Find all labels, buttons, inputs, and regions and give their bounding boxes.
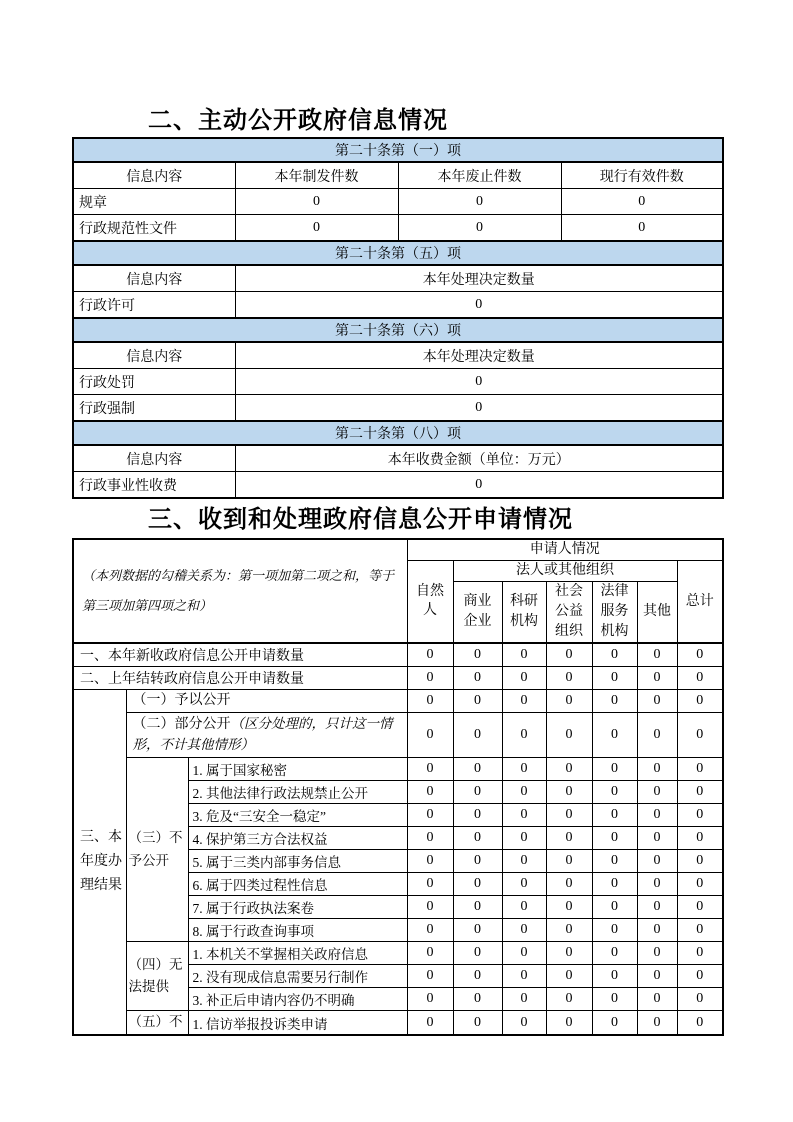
table-row: [73, 318, 723, 342]
cell-value: 0: [502, 988, 546, 1011]
cell-value: 0: [677, 850, 723, 873]
cell-value: 0: [502, 689, 546, 712]
row-label: 6. 属于四类过程性信息: [188, 873, 407, 896]
cell-value: 0: [677, 896, 723, 919]
cell-value: 0: [453, 942, 502, 965]
cell-value: 0: [235, 292, 723, 319]
cell-value: 0: [637, 1011, 677, 1035]
cell-value: 0: [453, 666, 502, 689]
row-label: [126, 712, 407, 758]
cell-value: 0: [546, 1011, 592, 1035]
row-label: 7. 属于行政执法案卷: [188, 896, 407, 919]
cell-value: 0: [637, 712, 677, 758]
table-row: [73, 138, 723, 162]
cell-value: 0: [407, 643, 453, 666]
column-header: 本年废止件数: [398, 162, 561, 189]
org-type-header: 科研机构: [502, 581, 546, 643]
cell-value: 0: [637, 781, 677, 804]
cell-value: 0: [592, 965, 637, 988]
cell-value: 0: [407, 804, 453, 827]
cell-value: 0: [637, 666, 677, 689]
subgroup-label: （四）无法提供: [126, 942, 188, 1011]
cell-value: 0: [407, 781, 453, 804]
table-row: [73, 472, 723, 499]
applicant-header: 申请人情况: [407, 539, 723, 560]
row-label: 3. 危及“三安全一稳定”: [188, 804, 407, 827]
cell-value: 0: [677, 873, 723, 896]
cell-value: 0: [546, 827, 592, 850]
cell-value: 0: [407, 850, 453, 873]
cell-value: 0: [677, 781, 723, 804]
cell-value: 0: [407, 988, 453, 1011]
cell-value: 0: [546, 965, 592, 988]
cell-value: 0: [502, 827, 546, 850]
column-header: 本年制发件数: [235, 162, 398, 189]
group-label: 三、本年度办理结果: [73, 689, 126, 1035]
cell-value: 0: [546, 643, 592, 666]
column-header: 现行有效件数: [561, 162, 723, 189]
natural-person-header: 自然人: [407, 560, 453, 643]
cell-value: 0: [546, 919, 592, 942]
cell-value: 0: [235, 369, 723, 395]
column-header: 本年收费金额（单位：万元）: [235, 445, 723, 472]
cell-value: 0: [592, 896, 637, 919]
cell-value: 0: [592, 689, 637, 712]
table-row: [73, 942, 723, 965]
cell-value: 0: [592, 643, 637, 666]
column-header: 信息内容: [73, 265, 235, 292]
table-row: [73, 369, 723, 395]
cell-value: 0: [502, 942, 546, 965]
cell-value: 0: [637, 643, 677, 666]
subgroup-label: （三）不予公开: [126, 758, 188, 942]
cell-value: 0: [502, 804, 546, 827]
column-header: 信息内容: [73, 342, 235, 369]
row-label: 1. 信访举报投诉类申请: [188, 1011, 407, 1035]
column-header: 本年处理决定数量: [235, 342, 723, 369]
cell-value: 0: [677, 758, 723, 781]
cell-value: 0: [398, 215, 561, 242]
table-row: [73, 342, 723, 369]
cell-value: 0: [453, 850, 502, 873]
cell-value: 0: [677, 712, 723, 758]
cell-value: 0: [637, 896, 677, 919]
cell-value: 0: [502, 758, 546, 781]
cell-value: 0: [502, 643, 546, 666]
cell-value: 0: [592, 1011, 637, 1035]
row-label: 行政规范性文件: [73, 215, 235, 242]
cell-value: 0: [407, 965, 453, 988]
table-row: [73, 395, 723, 422]
row-label: 行政事业性收费: [73, 472, 235, 499]
cell-value: 0: [561, 189, 723, 215]
cell-value: 0: [453, 988, 502, 1011]
cell-value: 0: [235, 189, 398, 215]
table-row: [73, 292, 723, 319]
cell-value: 0: [546, 712, 592, 758]
cell-value: 0: [677, 666, 723, 689]
cell-value: 0: [407, 1011, 453, 1035]
cell-value: 0: [502, 896, 546, 919]
cell-value: 0: [407, 666, 453, 689]
cell-value: 0: [592, 804, 637, 827]
cell-value: 0: [453, 804, 502, 827]
cell-value: 0: [502, 850, 546, 873]
table-row: [73, 162, 723, 189]
cell-value: 0: [546, 758, 592, 781]
row-label: [126, 689, 407, 712]
cell-value: 0: [502, 781, 546, 804]
cell-value: 0: [546, 873, 592, 896]
row-label-text: （一）予以公开: [132, 692, 231, 708]
table-row: [73, 241, 723, 265]
cell-value: 0: [453, 643, 502, 666]
cell-value: 0: [546, 988, 592, 1011]
cell-value: 0: [592, 827, 637, 850]
row-label: 2. 其他法律行政法规禁止公开: [188, 781, 407, 804]
legal-org-header: 法人或其他组织: [453, 560, 677, 581]
table-row: [73, 1011, 723, 1035]
cell-value: 0: [677, 988, 723, 1011]
table-row: [73, 712, 723, 758]
cell-value: 0: [453, 965, 502, 988]
cell-value: 0: [592, 781, 637, 804]
cell-value: 0: [407, 689, 453, 712]
cell-value: 0: [235, 472, 723, 499]
cell-value: 0: [502, 1011, 546, 1035]
table-row: [73, 758, 723, 781]
cell-value: 0: [407, 873, 453, 896]
table-row: [73, 643, 723, 666]
section-band: 第二十条第（五）项: [73, 241, 723, 265]
cell-value: 0: [502, 965, 546, 988]
cell-value: 0: [677, 942, 723, 965]
cell-value: 0: [407, 896, 453, 919]
column-header: 信息内容: [73, 162, 235, 189]
cell-value: 0: [453, 781, 502, 804]
cell-value: 0: [677, 643, 723, 666]
cell-value: 0: [637, 850, 677, 873]
cell-value: 0: [637, 689, 677, 712]
cell-value: 0: [453, 896, 502, 919]
cell-value: 0: [677, 919, 723, 942]
cell-value: 0: [502, 666, 546, 689]
cell-value: 0: [546, 804, 592, 827]
cell-value: 0: [546, 942, 592, 965]
cell-value: 0: [677, 1011, 723, 1035]
table-row: [73, 666, 723, 689]
cell-value: 0: [592, 988, 637, 1011]
cell-value: 0: [637, 873, 677, 896]
row-label: 1. 本机关不掌握相关政府信息: [188, 942, 407, 965]
row-label: 8. 属于行政查询事项: [188, 919, 407, 942]
total-header: 总计: [677, 560, 723, 643]
cell-value: 0: [546, 666, 592, 689]
org-type-header: 法律服务机构: [592, 581, 637, 643]
cell-value: 0: [407, 919, 453, 942]
cell-value: 0: [561, 215, 723, 242]
column-header: 本年处理决定数量: [235, 265, 723, 292]
cell-value: 0: [502, 712, 546, 758]
section-band: 第二十条第（一）项: [73, 138, 723, 162]
subgroup-label: （五）不: [126, 1011, 188, 1035]
cell-value: 0: [453, 827, 502, 850]
table-row: [73, 421, 723, 445]
cell-value: 0: [407, 758, 453, 781]
cell-value: 0: [235, 215, 398, 242]
section3-title: 三、收到和处理政府信息公开申请情况: [148, 506, 573, 533]
cell-value: 0: [637, 942, 677, 965]
cell-value: 0: [592, 712, 637, 758]
cell-value: 0: [502, 873, 546, 896]
cell-value: 0: [453, 873, 502, 896]
cell-value: 0: [677, 689, 723, 712]
cell-value: 0: [592, 850, 637, 873]
table-row: [73, 189, 723, 215]
cell-value: 0: [592, 919, 637, 942]
reconciliation-note: （本列数据的勾稽关系为：第一项加第二项之和，等于第三项加第四项之和）: [73, 539, 407, 643]
column-header: 信息内容: [73, 445, 235, 472]
cell-value: 0: [637, 827, 677, 850]
cell-value: 0: [677, 804, 723, 827]
table-row: [73, 445, 723, 472]
cell-value: 0: [407, 827, 453, 850]
cell-value: 0: [453, 712, 502, 758]
proactive-disclosure-table: [72, 137, 724, 499]
cell-value: 0: [637, 919, 677, 942]
org-type-header: 商业企业: [453, 581, 502, 643]
cell-value: 0: [235, 395, 723, 422]
cell-value: 0: [502, 919, 546, 942]
cell-value: 0: [592, 758, 637, 781]
org-type-header: 其他: [637, 581, 677, 643]
cell-value: 0: [453, 1011, 502, 1035]
cell-value: 0: [637, 804, 677, 827]
cell-value: 0: [546, 896, 592, 919]
applications-table: [72, 538, 724, 1036]
cell-value: 0: [546, 781, 592, 804]
table-row: [73, 215, 723, 242]
cell-value: 0: [546, 850, 592, 873]
table-row: [73, 265, 723, 292]
org-type-header: 社会公益组织: [546, 581, 592, 643]
cell-value: 0: [637, 965, 677, 988]
row-label: 2. 没有现成信息需要另行制作: [188, 965, 407, 988]
table-row: [73, 539, 723, 560]
row-label: 二、上年结转政府信息公开申请数量: [73, 666, 407, 689]
cell-value: 0: [637, 758, 677, 781]
cell-value: 0: [592, 666, 637, 689]
cell-value: 0: [592, 942, 637, 965]
cell-value: 0: [677, 827, 723, 850]
section-band: 第二十条第（八）项: [73, 421, 723, 445]
cell-value: 0: [677, 965, 723, 988]
table-row: [73, 689, 723, 712]
cell-value: 0: [453, 919, 502, 942]
row-label: 1. 属于国家秘密: [188, 758, 407, 781]
row-label-note: （区分处理的，只计这一情形，不计其他情形）: [132, 715, 393, 753]
row-label: 3. 补正后申请内容仍不明确: [188, 988, 407, 1011]
cell-value: 0: [398, 189, 561, 215]
row-label: 5. 属于三类内部事务信息: [188, 850, 407, 873]
cell-value: 0: [407, 942, 453, 965]
cell-value: 0: [637, 988, 677, 1011]
row-label: 行政许可: [73, 292, 235, 319]
section-band: 第二十条第（六）项: [73, 318, 723, 342]
cell-value: 0: [453, 689, 502, 712]
cell-value: 0: [546, 689, 592, 712]
cell-value: 0: [453, 758, 502, 781]
row-label: 行政处罚: [73, 369, 235, 395]
cell-value: 0: [592, 873, 637, 896]
row-label: 规章: [73, 189, 235, 215]
row-label: 行政强制: [73, 395, 235, 422]
row-label: 一、本年新收政府信息公开申请数量: [73, 643, 407, 666]
section2-title: 二、主动公开政府信息情况: [148, 107, 448, 134]
row-label-text: （二）部分公开: [132, 716, 231, 732]
cell-value: 0: [407, 712, 453, 758]
row-label: 4. 保护第三方合法权益: [188, 827, 407, 850]
